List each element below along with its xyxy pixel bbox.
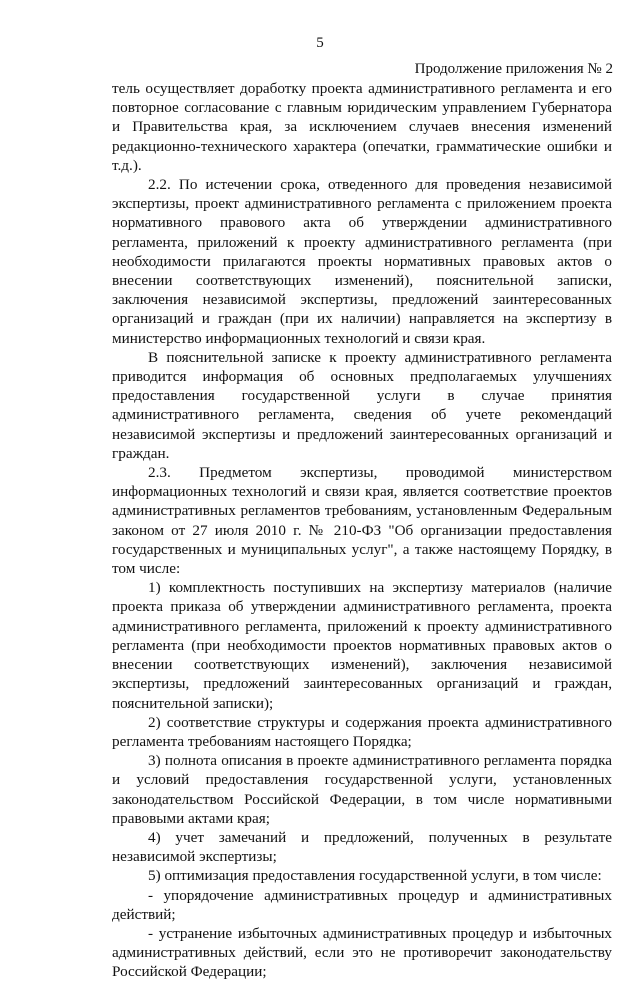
paragraph-continuation: тель осуществляет доработку проекта административного регламента и его повторное согласование с главным юридическим управлением Губернатора и Правительства края, за исключением случаев внесения изменений редакционно-технического характера (опечатки, грамматические ошибки и т.д.). — [112, 80, 612, 174]
sub-item-elimination: - устранение избыточных административных процедур и избыточных административных действий, если это не противоречит законодательству Российской Федерации; — [112, 924, 612, 981]
list-item-2: 2) соответствие структуры и содержания проекта административного регламента требованиям настоящего Порядка; — [112, 713, 612, 750]
page-number: 5 — [316, 35, 324, 51]
list-item-4: 4) учет замечаний и предложений, полученных в результате независимой экспертизы; — [112, 828, 612, 866]
paragraph-2-3: 2.3. Предметом экспертизы, проводимой министерством информационных технологий и связи края, является соответствие проектов административных регламентов требованиям, установленным Федеральным законом от 27 июля 2010 г. № 210-ФЗ "Об организации предоставления государственных и муниципальных услуг", а также настоящему Порядку, в том числе: — [112, 464, 612, 578]
paragraph-2-2: 2.2. По истечении срока, отведенного для проведения независимой экспертизы, проект административного регламента с приложением проекта нормативного правового акта об утверждении административного регламента, приложений к проекту административного регламента (при необходимости прилагаются проекты нормативных правовых актов о внесении соответствующих изменений), пояснительной записки, заключения независимой экспертизы, предложений заинтересованных организаций и граждан (при их наличии) направляется на экспертизу в министерство информационных технологий и связи края. — [112, 176, 612, 347]
sub-item-ordering: - упорядочение административных процедур и административных действий; — [112, 886, 612, 923]
appendix-continuation-note: Продолжение приложения № 2 — [414, 61, 613, 77]
list-item-3: 3) полнота описания в проекте административного регламента порядка и условий предоставления государственной услуги, установленных законодательством Российской Федерации, в том числе нормативными правовыми актами края; — [112, 752, 612, 827]
list-item-5: 5) оптимизация предоставления государственной услуги, в том числе: — [148, 867, 602, 885]
document-body — [112, 79, 612, 982]
paragraph-explanatory-note: В пояснительной записке к проекту административного регламента приводится информация об основных предполагаемых улучшениях предоставления государственной услуги в случае принятия административного регламента, сведения об учете рекомендаций независимой экспертизы и предложений заинтересованных организаций и граждан. — [112, 348, 612, 462]
list-item-1: 1) комплектность поступивших на экспертизу материалов (наличие проекта приказа об утверждении административного регламента, проекта административного регламента, приложений к проекту административного регламента (при необходимости проектов нормативных правовых актов о внесении соответствующих изменений), заключения независимой экспертизы, предложений заинтересованных организаций и граждан, пояснительной записки); — [112, 579, 612, 712]
